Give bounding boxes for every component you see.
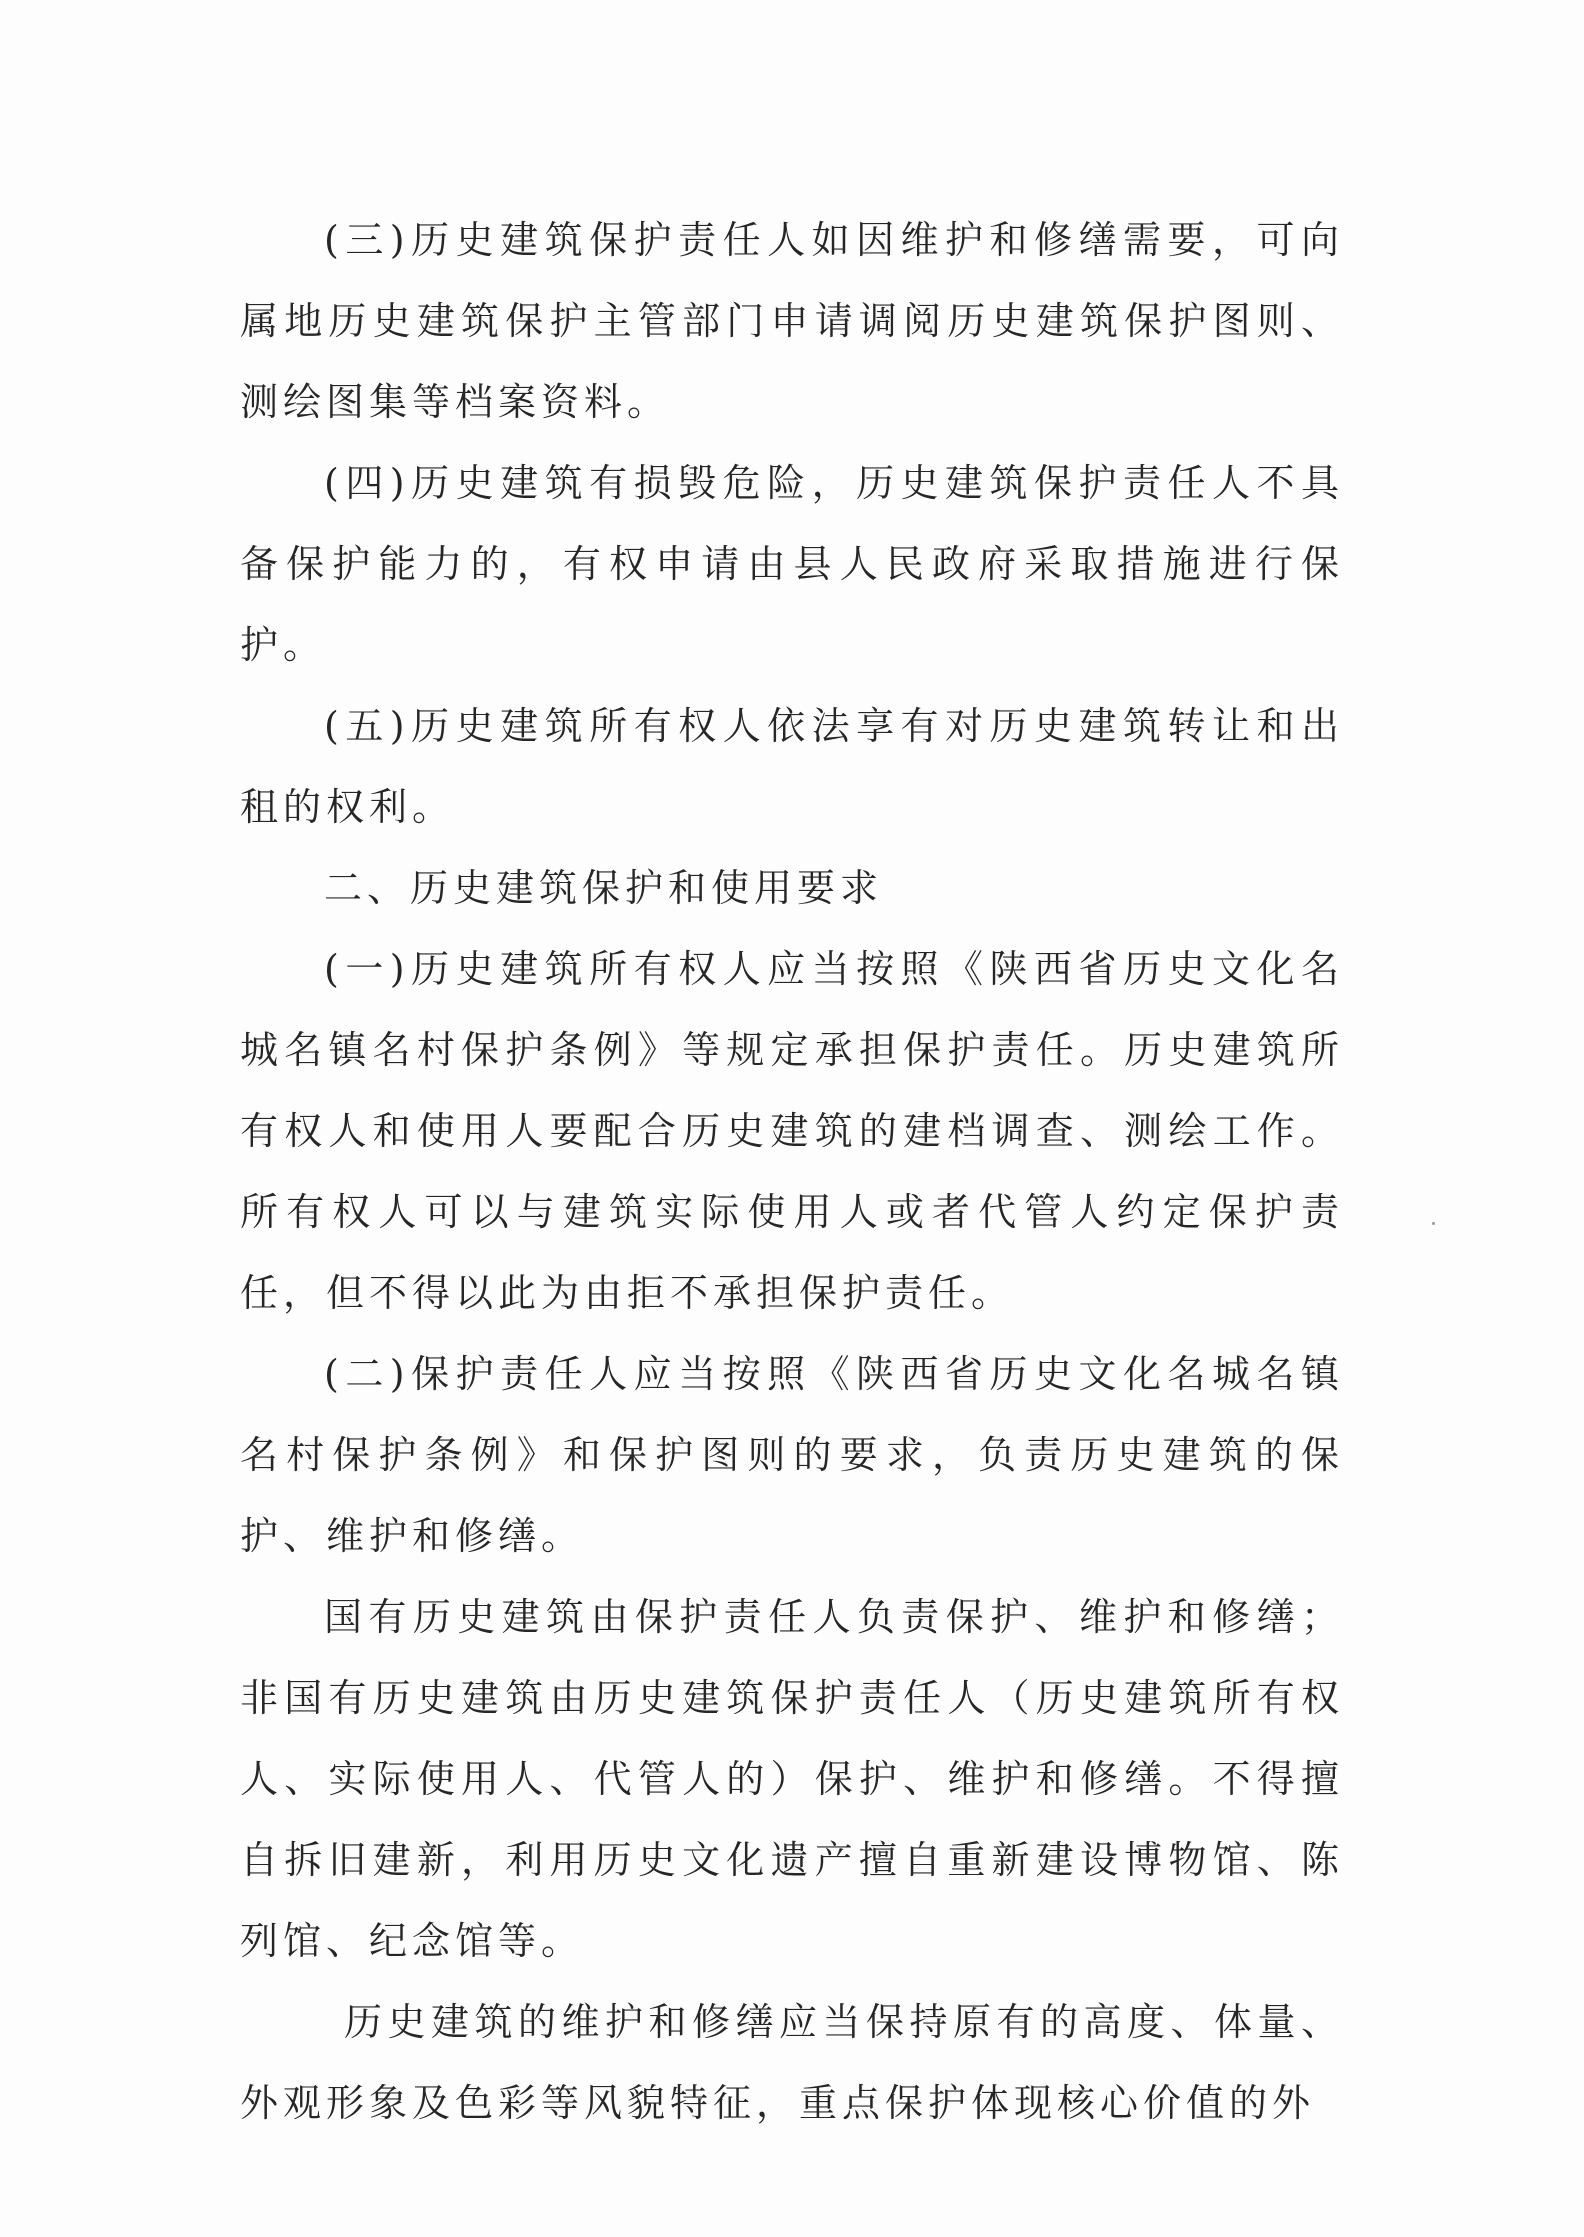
paragraph-requirement-1: (一)历史建筑所有权人应当按照《陕西省历史文化名城名镇名村保护条例》等规定承担保护责任。历史建筑所有权人和使用人要配合历史建筑的建档调查、测绘工作。所有权人可以与建筑实际使用人或者代管人约定保护责任，但不得以此为由拒不承担保护责任。 <box>240 947 1344 1315</box>
section-heading-2: 二、历史建筑保护和使用要求 <box>324 866 884 910</box>
paragraph-item-4-danger: (四)历史建筑有损毁危险，历史建筑保护责任人不具备保护能力的，有权申请由县人民政府采取措施进行保护。 <box>240 461 1344 667</box>
paragraph-state-owned: 国有历史建筑由保护责任人负责保护、维护和修缮；非国有历史建筑由历史建筑保护责任人（历史建筑所有权人、实际使用人、代管人的）保护、维护和修缮。不得擅自拆旧建新，利用历史文化遗产擅自重新建设博物馆、陈列馆、纪念馆等。 <box>240 1595 1344 1963</box>
paragraph-item-5-ownership: (五)历史建筑所有权人依法享有对历史建筑转让和出租的权利。 <box>240 704 1344 829</box>
paragraph-maintenance: 历史建筑的维护和修缮应当保持原有的高度、体量、外观形象及色彩等风貌特征，重点保护体现核心价值的外 <box>240 2000 1344 2125</box>
document-body <box>240 200 1344 2144</box>
paragraph-requirement-2: (二)保护责任人应当按照《陕西省历史文化名城名镇名村保护条例》和保护图则的要求，负责历史建筑的保护、维护和修缮。 <box>240 1352 1344 1558</box>
scan-speck <box>1432 1222 1435 1225</box>
paragraph-item-3-rights: (三)历史建筑保护责任人如因维护和修缮需要，可向属地历史建筑保护主管部门申请调阅历史建筑保护图则、测绘图集等档案资料。 <box>240 218 1344 424</box>
